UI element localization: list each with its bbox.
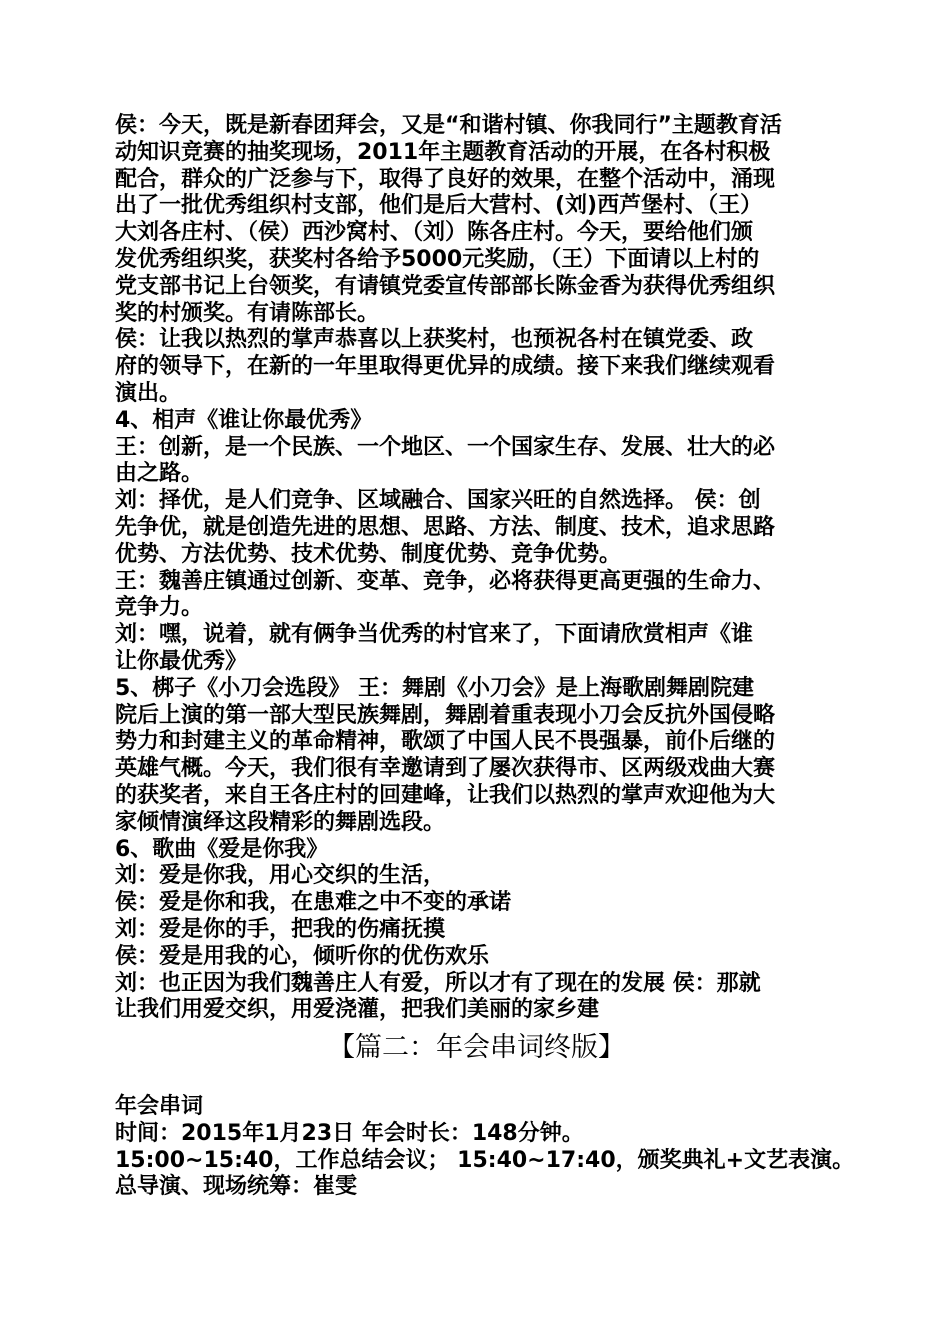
text-line: 6、歌曲《爱是你我》 xyxy=(115,836,329,862)
text-line: 府的领导下，在新的一年里取得更优异的成绩。接下来我们继续观看 xyxy=(115,354,776,380)
text-line: 配合，群众的广泛参与下，取得了良好的效果，在整个活动中，涌现 xyxy=(115,166,776,192)
text-line: 先争优，就是创造先进的思想、思路、方法、制度、技术，追求思路 xyxy=(115,514,776,540)
text-line: 党支部书记上台领奖，有请镇党委宣传部部长陈金香为获得优秀组织 xyxy=(115,273,776,299)
text-line: 优势、方法优势、技术优势、制度优势、竞争优势。 xyxy=(115,541,622,567)
text-line: 王：魏善庄镇通过创新、变革、竞争，必将获得更高更强的生命力、 xyxy=(115,568,776,594)
text-line: 发优秀组织奖，获奖村各给予5000元奖励，（王）下面请以上村的 xyxy=(115,246,760,272)
text-line: 15:00~15:40，工作总结会议； 15:40~17:40，颁奖典礼+文艺表演。 xyxy=(115,1147,855,1173)
text-line: 年会串词 xyxy=(115,1094,204,1120)
text-line: 侯：爱是你和我，在患难之中不变的承诺 xyxy=(115,890,512,916)
text-line: 4、相声《谁让你最优秀》 xyxy=(115,407,373,433)
document-page xyxy=(115,113,855,1201)
text-line: 刘：爱是你我，用心交织的生活， xyxy=(115,863,446,889)
text-line: 英雄气概。今天，我们很有幸邀请到了屡次获得市、区两级戏曲大赛 xyxy=(115,756,776,782)
body-text-part1 xyxy=(115,113,838,1024)
text-line: 王：创新，是一个民族、一个地区、一个国家生存、发展、壮大的必 xyxy=(115,434,776,460)
section-title: 【篇二：年会串词终版】 xyxy=(328,1032,625,1064)
text-line: 刘：也正因为我们魏善庄人有爱，所以才有了现在的发展 侯：那就 xyxy=(115,970,761,996)
text-line: 奖的村颁奖。有请陈部长。 xyxy=(115,300,380,326)
text-line: 让你最优秀》 xyxy=(115,648,248,674)
text-line: 的获奖者，来自王各庄村的回建峰，让我们以热烈的掌声欢迎他为大 xyxy=(115,782,776,808)
text-line: 大刘各庄村、（侯）西沙窝村、（刘）陈各庄村。今天，要给他们颁 xyxy=(115,220,754,246)
text-line: 刘：爱是你的手，把我的伤痛抚摸 xyxy=(115,916,446,942)
text-line: 由之路。 xyxy=(115,461,204,487)
text-line: 势力和封建主义的革命精神，歌颂了中国人民不畏强暴，前仆后继的 xyxy=(115,729,776,755)
text-line: 竞争力。 xyxy=(115,595,204,621)
text-line: 出了一批优秀组织村支部，他们是后大营村、(刘)西芦堡村、（王） xyxy=(115,193,763,219)
text-line: 让我们用爱交织，用爱浇灌，把我们美丽的家乡建 xyxy=(115,997,600,1023)
text-line: 动知识竞赛的抽奖现场，2011年主题教育活动的开展，在各村积极 xyxy=(115,139,771,165)
text-line: 刘：嘿，说着，就有俩争当优秀的村官来了，下面请欣赏相声《谁 xyxy=(115,622,754,648)
body-text-part2 xyxy=(115,1094,855,1201)
text-line: 侯：让我以热烈的掌声恭喜以上获奖村，也预祝各村在镇党委、政 xyxy=(115,327,754,353)
text-line: 总导演、现场统筹：崔雯 xyxy=(115,1174,358,1200)
text-line: 院后上演的第一部大型民族舞剧，舞剧着重表现小刀会反抗外国侵略 xyxy=(115,702,776,728)
text-line: 侯：爱是用我的心，倾听你的优伤欢乐 xyxy=(115,943,490,969)
text-line: 演出。 xyxy=(115,380,182,406)
text-line: 刘：择优，是人们竞争、区域融合、国家兴旺的自然选择。 侯：创 xyxy=(115,488,761,514)
text-line: 侯：今天，既是新春团拜会，又是“和谐村镇、你我同行”主题教育活 xyxy=(115,113,782,138)
text-line: 5、梆子《小刀会选段》 王：舞剧《小刀会》是上海歌剧舞剧院建 xyxy=(115,675,754,701)
text-line: 时间：2015年1月23日 年会时长：148分钟。 xyxy=(115,1120,584,1146)
text-line: 家倾情演绎这段精彩的舞剧选段。 xyxy=(115,809,446,835)
